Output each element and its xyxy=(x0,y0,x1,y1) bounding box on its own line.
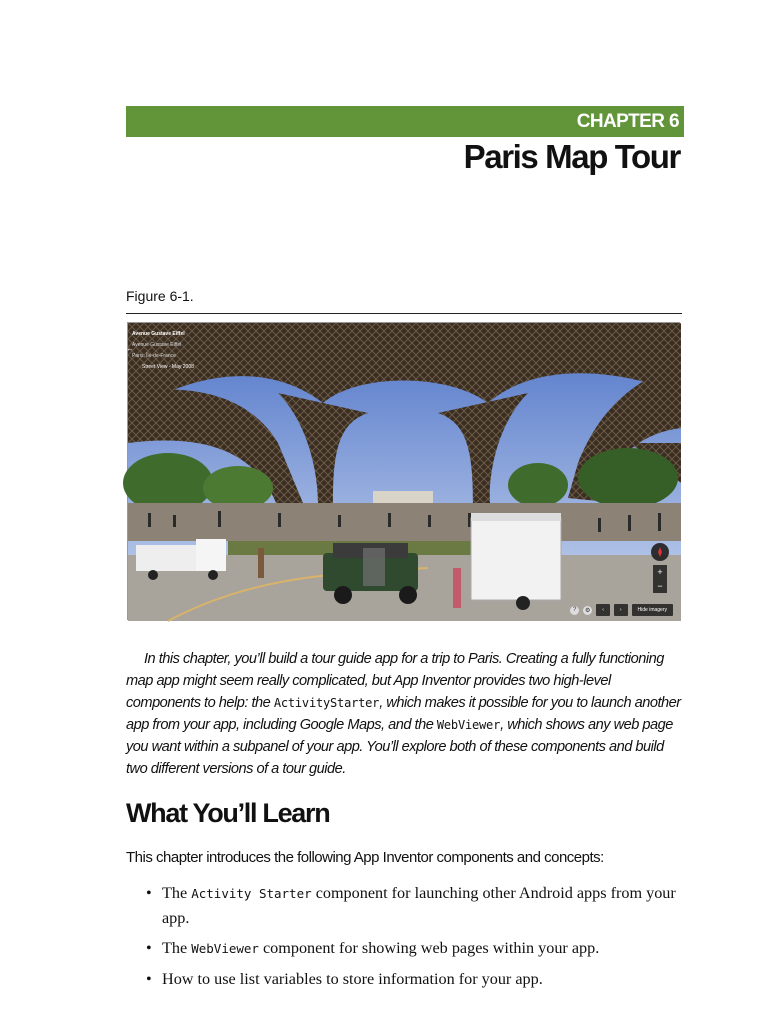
list-item: • How to use list variables to store information for your app. xyxy=(146,967,686,991)
learn-list xyxy=(146,881,686,997)
bullet-dot: • xyxy=(146,884,152,902)
figure-rule xyxy=(126,313,682,314)
bullet-dot: • xyxy=(146,970,152,988)
code-activitystarter: ActivityStarter xyxy=(273,696,380,710)
intro-text-3: , which shows any web page you want within a subpanel of your app. You’ll explore both of these components and build two different versions of a tour guide. xyxy=(126,717,673,777)
streetview-controls xyxy=(570,603,673,617)
back-arrow-icon[interactable]: ← xyxy=(126,344,134,353)
chapter-banner xyxy=(126,106,684,137)
figure-image xyxy=(127,322,680,620)
zoom-control[interactable] xyxy=(653,565,667,593)
compass-icon[interactable] xyxy=(651,543,669,561)
bullet-dot: • xyxy=(146,939,152,957)
intro-text-2: , which makes it possible for you to launch another app from your app, including Google Maps, and the xyxy=(126,695,681,733)
streetview-subtitle: Avenue Gustave Eiffel xyxy=(132,342,182,348)
intro-paragraph xyxy=(126,648,686,780)
chapter-label: CHAPTER 6 xyxy=(576,110,679,132)
section-heading: What You’ll Learn xyxy=(126,798,330,828)
zoom-in-icon[interactable]: + xyxy=(657,567,663,577)
list-item: • The Activity Starter component for launching other Android apps from your app. xyxy=(146,881,686,930)
help-icon[interactable]: ? xyxy=(570,606,579,615)
code-webviewer: WebViewer xyxy=(436,718,501,732)
list-item: • The WebViewer component for showing web pages within your app. xyxy=(146,936,686,961)
chapter-title: Paris Map Tour xyxy=(463,138,680,175)
chevron-right-icon[interactable]: › xyxy=(614,604,628,616)
section-lead: This chapter introduces the following App Inventor components and concepts: xyxy=(126,849,604,866)
zoom-out-icon[interactable]: − xyxy=(657,581,663,591)
figure-caption: Figure 6-1. xyxy=(126,288,194,304)
streetview-date: Street View - May 2008 xyxy=(142,364,194,370)
streetview-street: Avenue Gustave Eiffel xyxy=(132,331,185,337)
gear-icon[interactable]: ⚙ xyxy=(584,607,591,614)
hide-imagery-button[interactable]: Hide imagery xyxy=(632,604,673,616)
chevron-left-icon[interactable]: ‹ xyxy=(596,604,610,616)
streetview-info-panel xyxy=(132,329,232,373)
intro-text-1: In this chapter, you’ll build a tour guide app for a trip to Paris. Creating a fully functioning map app might seem really complicated, but App Inventor provides two high-level components to help: the xyxy=(126,651,664,711)
streetview-city: Paris, Île-de-France xyxy=(132,353,176,359)
